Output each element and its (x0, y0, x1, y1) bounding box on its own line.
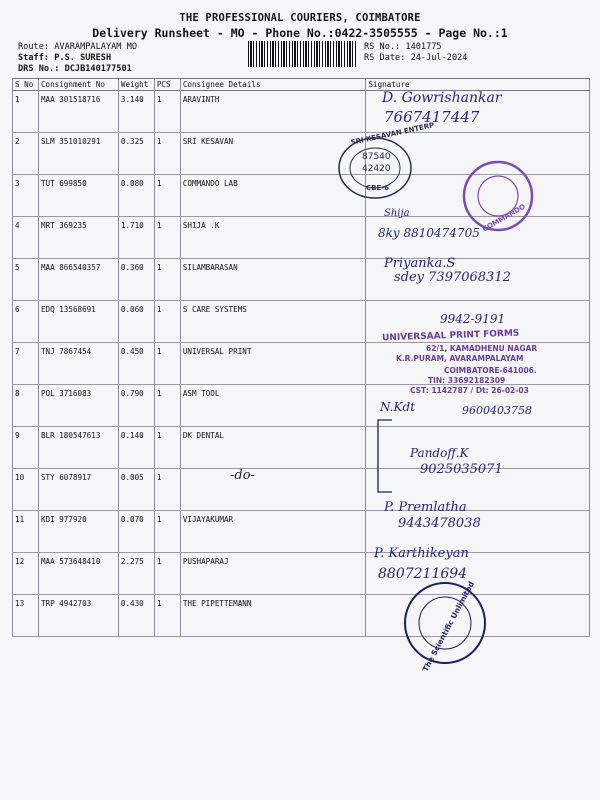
pcs-cell: 1 (154, 511, 180, 553)
consignee-cell: ARAVINTH (180, 91, 366, 133)
col-weight: Weight (118, 79, 154, 91)
runsheet-subtitle: Delivery Runsheet - MO - Phone No.:0422-3505555 - Page No.:1 (92, 26, 508, 40)
consignment-cell: EDQ 13568691 (38, 301, 118, 343)
pcs-cell: 1 (154, 385, 180, 427)
consignee-cell: SRI KESAVAN (180, 133, 366, 175)
consignee-cell: S CARE SYSTEMS (180, 301, 366, 343)
sno-cell: 12 (13, 553, 39, 595)
table-header-row (13, 79, 590, 91)
consignment-cell: TUT 699850 (38, 175, 118, 217)
signature-phone-8: 9600403758 (462, 404, 532, 417)
table-row (13, 469, 590, 511)
consignee-cell: VIJAYAKUMAR (180, 511, 366, 553)
signature-nkdt: N.Kdt (380, 400, 416, 414)
col-consignment: Consignment No (38, 79, 118, 91)
weight-cell: 0.790 (118, 385, 154, 427)
consignee-cell: UNIVERSAL PRINT (180, 343, 366, 385)
signature-phone-11: 9443478038 (398, 516, 481, 531)
weight-cell: 0.060 (118, 301, 154, 343)
signature-phone-6: 9942-9191 (440, 312, 506, 326)
consignment-cell: TNJ 7867454 (38, 343, 118, 385)
weight-cell: 0.140 (118, 427, 154, 469)
consignment-cell: MAA 573648410 (38, 553, 118, 595)
consignment-cell: BLR 180547613 (38, 427, 118, 469)
consignment-cell: SLM 351010291 (38, 133, 118, 175)
drs-number: DRS No.: DCJB140177501 (18, 64, 132, 74)
universal-stamp-line2: K.R.PURAM, AVARAMPALAYAM (396, 354, 524, 363)
sno-cell: 5 (13, 259, 39, 301)
sno-cell: 6 (13, 301, 39, 343)
weight-cell: 3.140 (118, 91, 154, 133)
weight-cell: 0.325 (118, 133, 154, 175)
sno-cell: 2 (13, 133, 39, 175)
universal-stamp-line1: 62/1, KAMADHENU NAGAR (426, 344, 538, 353)
commando-stamp-label: COMMANDO (481, 202, 527, 234)
col-pcs: PCS (154, 79, 180, 91)
pcs-cell: 1 (154, 133, 180, 175)
signature-phone-9: 9025035071 (420, 462, 503, 477)
table-row (13, 91, 590, 133)
consignment-cell: POL 3716083 (38, 385, 118, 427)
rs-date: RS Date: 24-Jul-2024 (364, 53, 468, 63)
consignee-cell: PUSHAPARAJ (180, 553, 366, 595)
consignee-cell: THE PIPETTEMANN (180, 595, 366, 637)
sno-cell: 7 (13, 343, 39, 385)
col-consignee: Consignee Details (180, 79, 366, 91)
sno-cell: 8 (13, 385, 39, 427)
kesavan-stamp-code2: 42420 (362, 164, 391, 174)
pcs-cell: 1 (154, 259, 180, 301)
consignment-cell: MAA 866540357 (38, 259, 118, 301)
sno-cell: 10 (13, 469, 39, 511)
col-sno: S No (13, 79, 39, 91)
sno-cell: 3 (13, 175, 39, 217)
universal-stamp-name: UNIVERSAAL PRINT FORMS (381, 328, 520, 344)
weight-cell: 0.450 (118, 343, 154, 385)
consignee-cell: SILAMBARASAN (180, 259, 366, 301)
consignment-cell: STY 6078917 (38, 469, 118, 511)
consignee-cell: ASM TOOL (180, 385, 366, 427)
signature-gowrishankar: D. Gowrishankar (382, 90, 502, 106)
weight-cell: 2.275 (118, 553, 154, 595)
weight-cell: 0.430 (118, 595, 154, 637)
pcs-cell: 1 (154, 427, 180, 469)
sno-cell: 1 (13, 91, 39, 133)
company-title: THE PROFESSIONAL COURIERS, COIMBATORE (179, 12, 421, 24)
rs-number: RS No.: 1401775 (364, 42, 442, 52)
consignee-cell: DK DENTAL (180, 427, 366, 469)
consignment-cell: KDI 977920 (38, 511, 118, 553)
table-row (13, 511, 590, 553)
signature-phone-4: 8ky 8810474705 (378, 226, 480, 240)
sno-cell: 11 (13, 511, 39, 553)
scientific-stamp-label: The Scientific Unlimited (420, 579, 477, 674)
weight-cell: 0.360 (118, 259, 154, 301)
sno-cell: 13 (13, 595, 39, 637)
pcs-cell: 1 (154, 469, 180, 511)
consignment-cell: MAA 301518716 (38, 91, 118, 133)
weight-cell: 0.080 (118, 175, 154, 217)
route-label: Route: AVARAMPALAYAM MO (18, 42, 137, 52)
pcs-cell: 1 (154, 217, 180, 259)
sno-cell: 4 (13, 217, 39, 259)
universal-stamp-line5: CST: 1142787 / Dt: 26-02-03 (410, 386, 529, 395)
consignment-cell: TRP 4942703 (38, 595, 118, 637)
signature-karthikeyan: P. Karthikeyan (374, 546, 469, 561)
bracket-mark (372, 416, 402, 496)
pcs-cell: 1 (154, 553, 180, 595)
universal-stamp-line4: TIN: 33692182309 (428, 376, 506, 385)
signature-phone-1: 7667417447 (384, 108, 480, 126)
barcode (248, 41, 358, 67)
consignee-cell: COMMANDO LAB (180, 175, 366, 217)
kesavan-stamp-name: SRI KESAVAN ENTERP (350, 121, 435, 147)
kesavan-stamp-city: CBE-6 (366, 184, 390, 192)
col-signature: Signature (366, 79, 590, 91)
consignee-cell (180, 469, 366, 511)
staff-label: Staff: P.S. SURESH (18, 53, 112, 63)
weight-cell: 0.070 (118, 511, 154, 553)
pcs-cell: 1 (154, 343, 180, 385)
table-row (13, 595, 590, 637)
pcs-cell: 1 (154, 301, 180, 343)
signature-priyanka: Priyanka.S (384, 256, 456, 271)
signature-phone-12: 8807211694 (378, 566, 468, 582)
signature-shija: Shija (384, 208, 410, 219)
weight-cell: 0.005 (118, 469, 154, 511)
sno-cell: 9 (13, 427, 39, 469)
weight-cell: 1.710 (118, 217, 154, 259)
table-row (13, 553, 590, 595)
pcs-cell: 1 (154, 91, 180, 133)
pcs-cell: 1 (154, 175, 180, 217)
universal-stamp-line3: COIMBATORE-641006. (444, 366, 537, 375)
consignment-cell: MRT 369235 (38, 217, 118, 259)
kesavan-stamp-code1: 87540 (362, 152, 391, 162)
signature-phone-5: sdey 7397068312 (394, 270, 511, 285)
table-row (13, 427, 590, 469)
signature-pandoff: Pandoff.K (410, 446, 469, 460)
signature-premlatha: P. Premlatha (384, 500, 467, 515)
pcs-cell: 1 (154, 595, 180, 637)
consignee-cell: SHIJA .K (180, 217, 366, 259)
ditto-mark: -do- (230, 468, 255, 483)
